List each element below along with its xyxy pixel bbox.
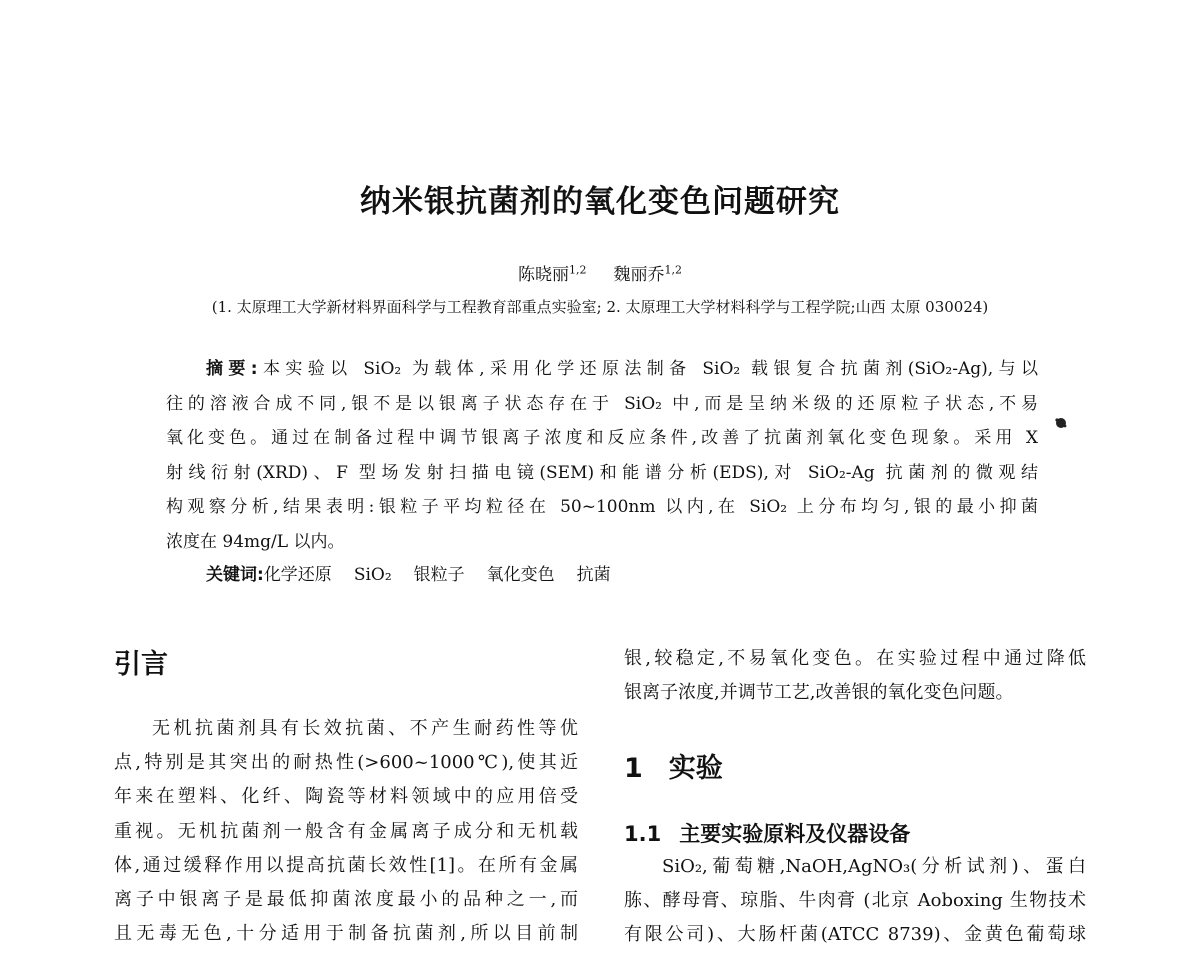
keyword: 化学还原 [263, 565, 332, 585]
subsection-title: 主要实验原料及仪器设备 [679, 822, 911, 846]
abstract [166, 352, 1038, 560]
subsection-number: 1.1 [624, 822, 662, 846]
abstract-line: 氧化变色。通过在制备过程中调节银离子浓度和反应条件,改善了抗菌剂氧化变色现象。采用 X [166, 428, 1038, 449]
author-affiliation-marker: 1,2 [568, 263, 587, 277]
paragraph-line: 重视。无机抗菌剂一般含有金属离子成分和无机载 [114, 820, 578, 842]
paragraph-line: 且无毒无色,十分适用于制备抗菌剂,所以目前制 [114, 923, 578, 945]
paragraph-line: 无机抗菌剂具有长效抗菌、不产生耐药性等优 [152, 718, 578, 739]
introduction-paragraph [114, 712, 578, 951]
paragraph-line: 有限公司)、大肠杆菌(ATCC 8739)、金黄色葡萄球 [624, 924, 1086, 946]
paragraph-line: 点,特别是其突出的耐热性(>600~1000℃),使其近 [114, 752, 578, 774]
paper-title: 纳米银抗菌剂的氧化变色问题研究 [360, 184, 840, 220]
affiliation-line: (1. 太原理工大学新材料界面科学与工程教育部重点实验室; 2. 太原理工大学材料科学与工程学院;山西 太原 030024) [211, 298, 989, 316]
ink-blot-icon [1054, 416, 1068, 430]
section-title: 实验 [668, 753, 723, 784]
abstract-line: 浓度在 94mg/L 以内。 [166, 531, 345, 552]
section-heading-experiment [624, 746, 723, 785]
keyword: 银粒子 [413, 565, 465, 585]
section-number: 1 [624, 753, 643, 784]
intro-continuation-paragraph [624, 642, 1086, 710]
keyword: SiO₂ [353, 565, 392, 585]
paragraph-line: 离子中银离子是最低抑菌浓度最小的品种之一,而 [114, 888, 578, 910]
materials-paragraph [624, 850, 1086, 953]
keywords-label: 关键词: [206, 565, 264, 585]
abstract-line: 射线衍射(XRD)、F 型场发射扫描电镜(SEM)和能谱分析(EDS),对 SiO₂-Ag 抗菌剂的微观结 [166, 462, 1038, 483]
abstract-label: 摘要: [206, 359, 258, 379]
keyword: 氧化变色 [486, 565, 555, 585]
author-name: 陈晓丽 [517, 265, 569, 285]
paragraph-line: 体,通过缓释作用以提高抗菌长效性[1]。在所有金属 [114, 854, 578, 876]
author-line [0, 260, 1200, 285]
paragraph-line: 银离子浓度,并调节工艺,改善银的氧化变色问题。 [624, 682, 1014, 704]
subsection-heading-materials [624, 818, 910, 848]
abstract-line: 构观察分析,结果表明:银粒子平均粒径在 50~100nm 以内,在 SiO₂ 上分布均匀,银的最小抑菌 [166, 497, 1038, 518]
abstract-line: 摘要:本实验以 SiO₂ 为载体,采用化学还原法制备 SiO₂ 载银复合抗菌剂(SiO₂-Ag),与以 [206, 359, 1038, 379]
keyword: 抗菌 [576, 565, 611, 585]
section-heading-introduction: 引言 [114, 649, 168, 680]
paragraph-line: 年来在塑料、化纤、陶瓷等材料领域中的应用倍受 [114, 786, 578, 808]
paragraph-line: 胨、酵母膏、琼脂、牛肉膏 (北京 Aoboxing 生物技术 [624, 890, 1086, 912]
author-name: 魏丽乔 [613, 265, 665, 285]
author-affiliation-marker: 1,2 [664, 263, 683, 277]
keywords [206, 560, 633, 585]
paragraph-line: SiO₂,葡萄糖,NaOH,AgNO₃(分析试剂)、蛋白 [662, 856, 1086, 877]
abstract-line: 往的溶液合成不同,银不是以银离子状态存在于 SiO₂ 中,而是呈纳米级的还原粒子状态,不易 [166, 393, 1038, 414]
paragraph-line: 银,较稳定,不易氧化变色。在实验过程中通过降低 [624, 648, 1086, 669]
